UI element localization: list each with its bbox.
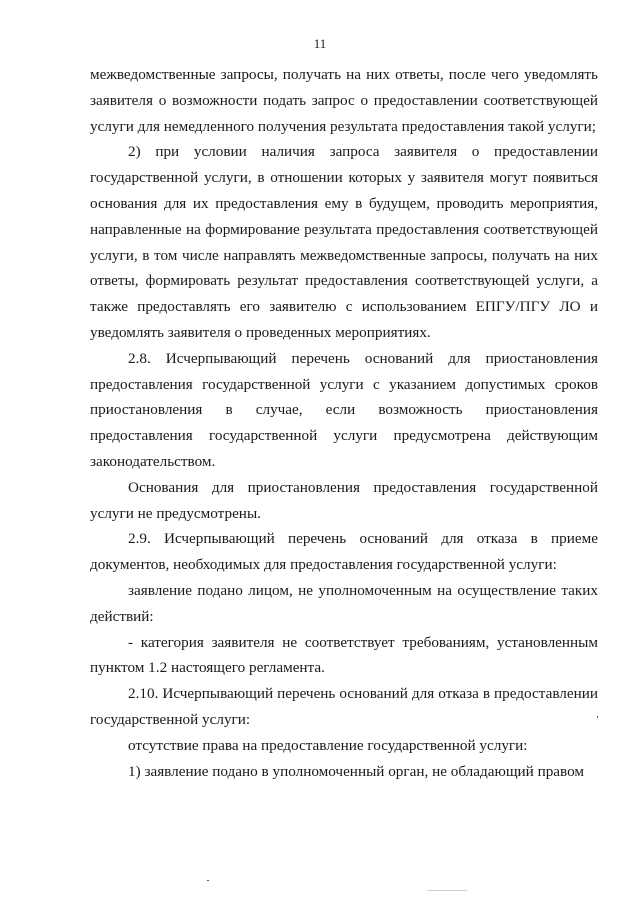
scan-speck <box>207 880 209 881</box>
paragraph-no-right: отсутствие права на предоставление государственной услуги: <box>128 736 528 754</box>
scan-speck <box>597 716 598 718</box>
paragraph-section-2-8: 2.8. Исчерпывающий перечень оснований для приостановления предоставления государственной услуги с указанием допустимых сроков приостановления в случае, если возможность приостановления предоставления государственной услуги предусмотрена действующим законодательством. <box>90 349 598 470</box>
paragraph-continuation: межведомственные запросы, получать на них ответы, после чего уведомлять заявителя о возможности подать запрос о предоставлении соответствующей услуги для немедленного получения результата предоставления такой услуги; <box>90 66 598 135</box>
paragraph-section-2-9: 2.9. Исчерпывающий перечень оснований для отказа в приеме документов, необходимых для предоставления государственной услуги: <box>90 530 598 574</box>
scan-speck <box>427 890 467 891</box>
document-body <box>90 62 598 784</box>
paragraph-item-1: 1) заявление подано в уполномоченный орган, не обладающий правом <box>128 762 585 780</box>
paragraph-section-2-10: 2.10. Исчерпывающий перечень оснований для отказа в предоставлении государственной услуги: <box>90 685 598 728</box>
paragraph-item-2: 2) при условии наличия запроса заявителя о предоставлении государственной услуги, в отношении которых у заявителя могут появиться основания для их предоставления ему в будущем, проводить мероприятия, направленные на формирование результата предоставления соответствующей услуги, в том числе направлять межведомственные запросы, получать на них ответы, формировать результат предоставления соответствующей услуги, а также предоставлять его заявителю с использованием ЕПГУ/ПГУ ЛО и уведомлять заявителя о проведенных мероприятиях. <box>90 143 598 341</box>
paragraph-suspension-grounds: Основания для приостановления предоставления государственной услуги не предусмотрены. <box>90 478 598 522</box>
paragraph-applicant-category: - категория заявителя не соответствует требованиям, установленным пунктом 1.2 настоящего регламента. <box>90 633 598 677</box>
page-number: 11 <box>313 36 327 51</box>
paragraph-unauthorized-person: заявление подано лицом, не уполномоченным на осуществление таких действий: <box>90 581 598 625</box>
